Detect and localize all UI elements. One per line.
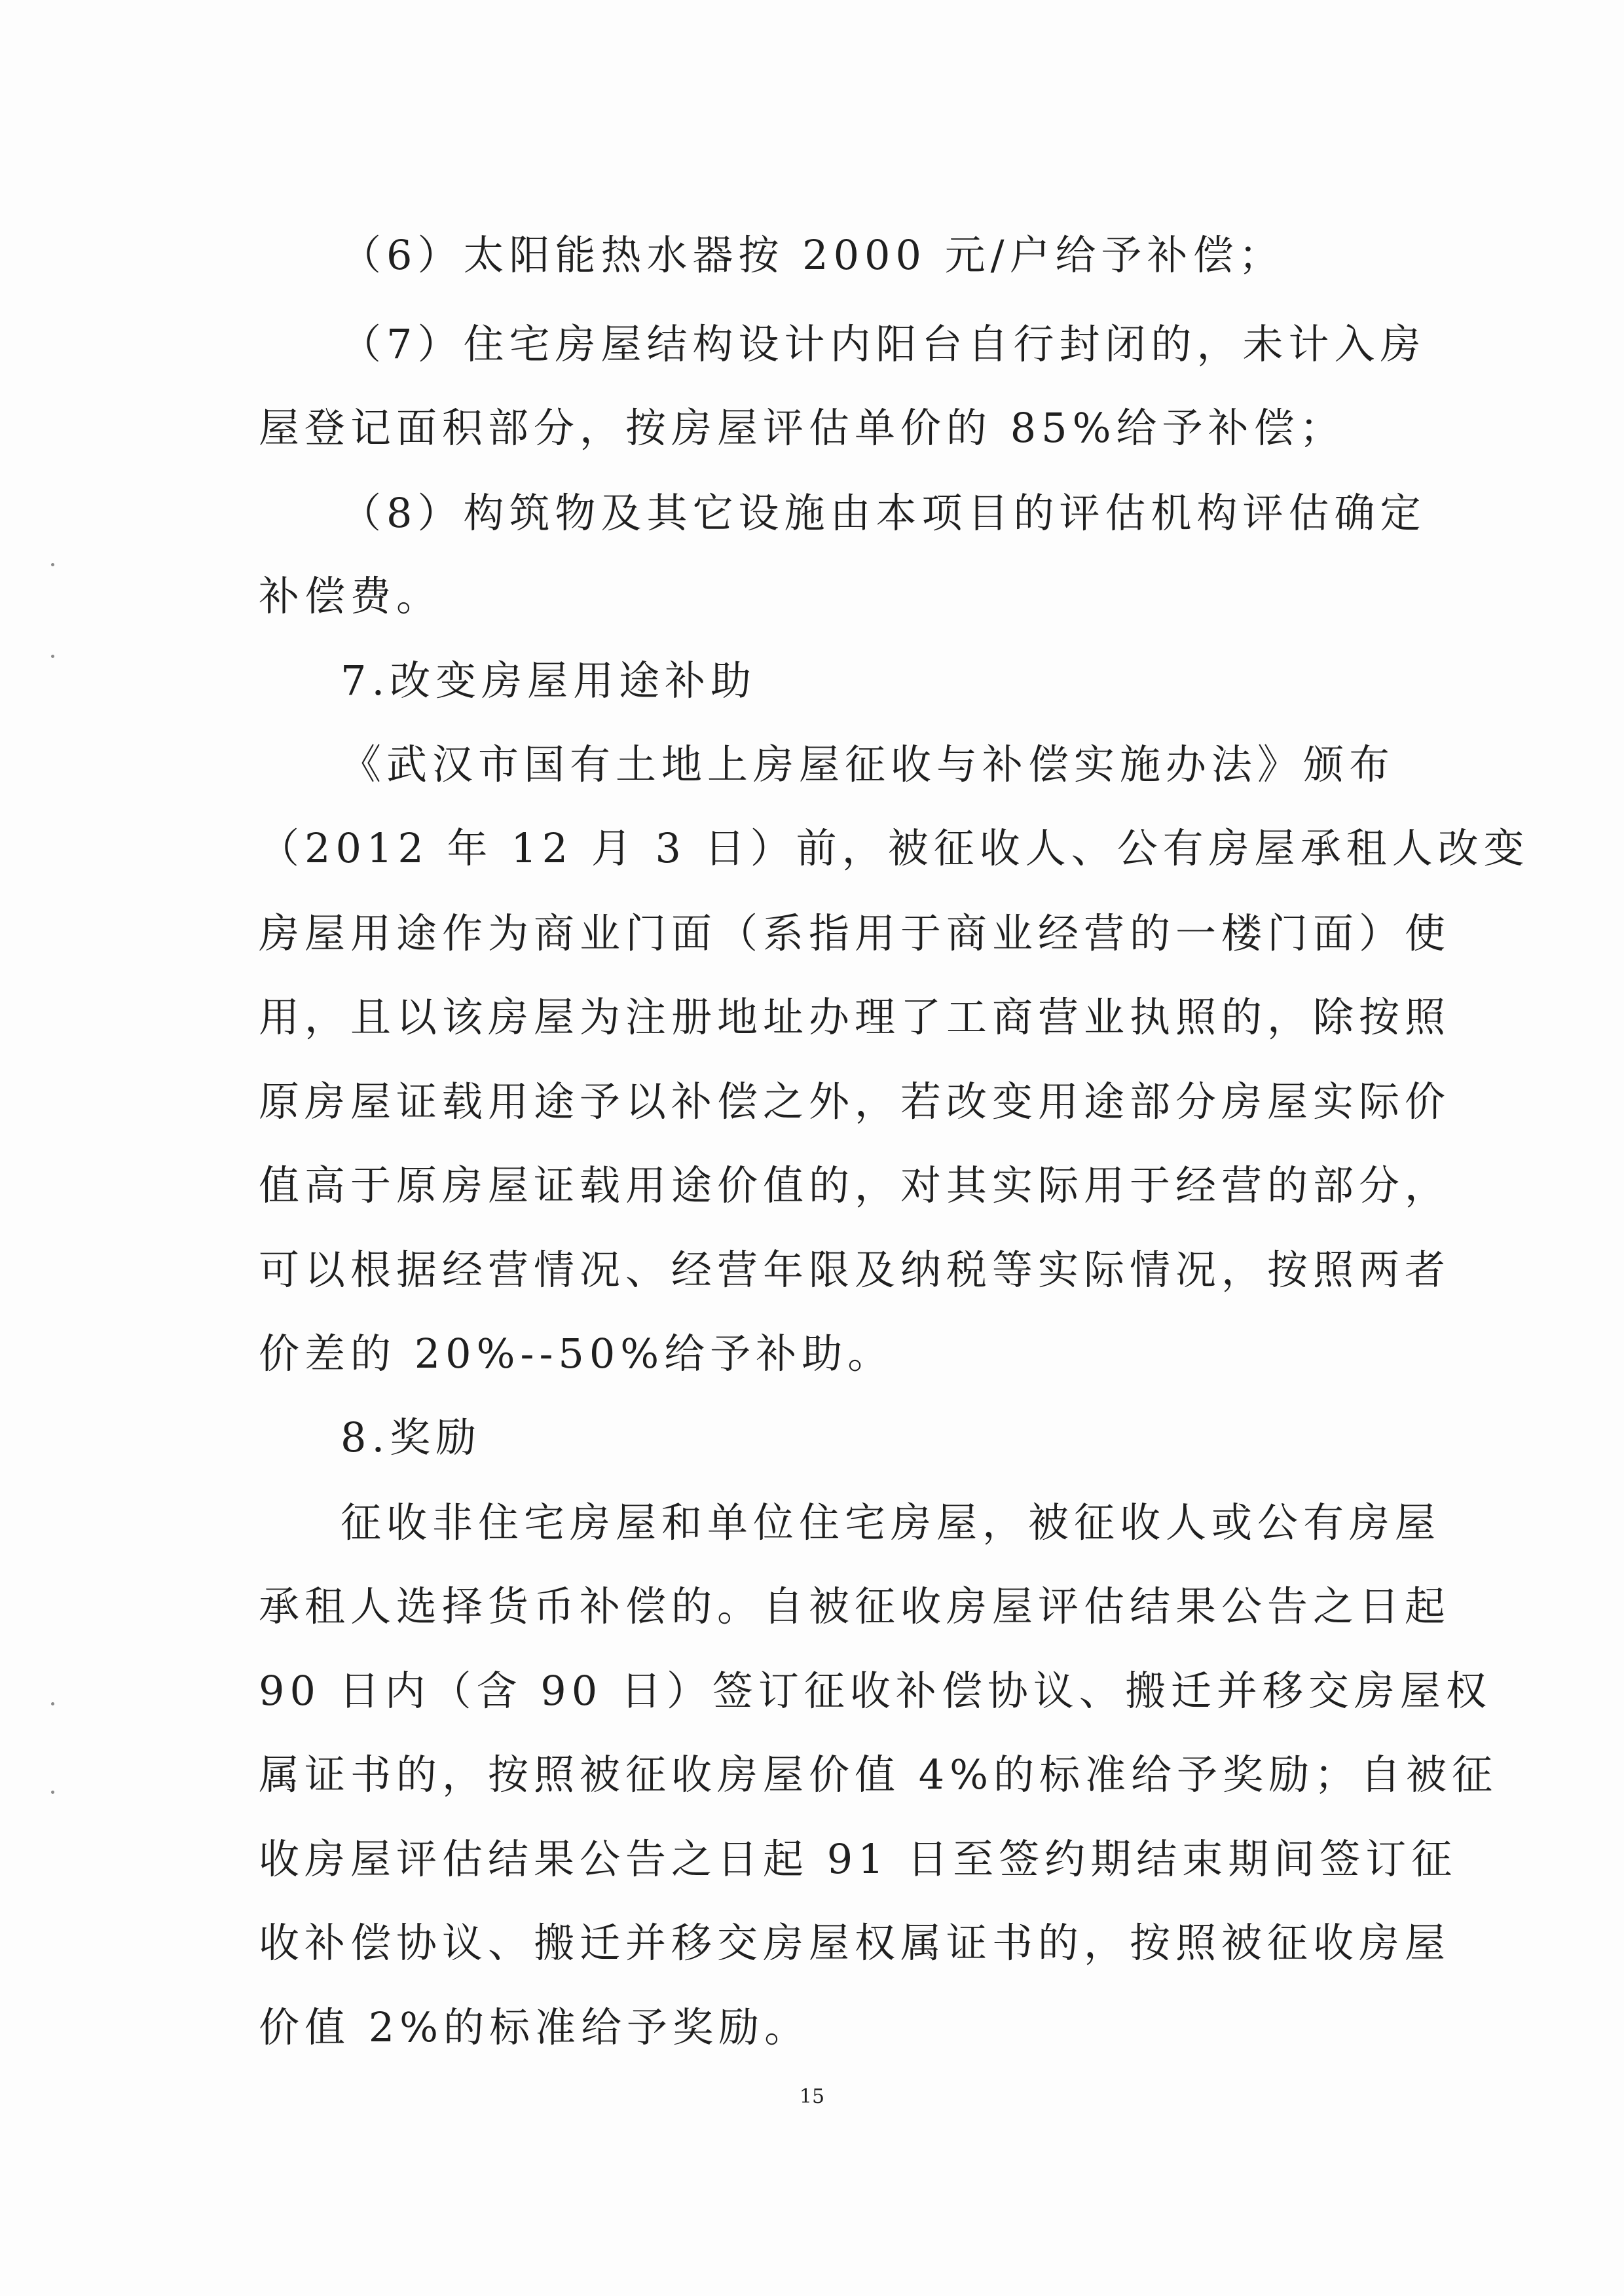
text-line: 价值 2%的标准给予奖励。 bbox=[259, 2003, 811, 2051]
text-line: 属证书的，按照被征收房屋价值 4%的标准给予奖励；自被征 bbox=[259, 1751, 1498, 1798]
text-line: 价差的 20%--50%给予补助。 bbox=[259, 1330, 894, 1377]
text-line: 值高于原房屋证载用途价值的，对其实际用于经营的部分， bbox=[259, 1161, 1451, 1209]
section-heading: 7.改变房屋用途补助 bbox=[341, 657, 757, 704]
text-line: 房屋用途作为商业门面（系指用于商业经营的一楼门面）使 bbox=[259, 909, 1451, 957]
scan-speck bbox=[51, 1791, 54, 1794]
scan-speck bbox=[51, 1702, 54, 1705]
text-line: 可以根据经营情况、经营年限及纳税等实际情况，按照两者 bbox=[259, 1246, 1451, 1294]
text-line: 承租人选择货币补偿的。自被征收房屋评估结果公告之日起 bbox=[259, 1582, 1451, 1630]
text-line: （2012 年 12 月 3 日）前，被征收人、公有房屋承租人改变 bbox=[259, 824, 1530, 872]
text-line: （8）构筑物及其它设施由本项目的评估机构评估确定 bbox=[341, 489, 1426, 537]
text-line: 补偿费。 bbox=[259, 572, 443, 620]
text-line: 征收非住宅房屋和单位住宅房屋，被征收人或公有房屋 bbox=[341, 1499, 1441, 1546]
text-line: （7）住宅房屋结构设计内阳台自行封闭的，未计入房 bbox=[341, 320, 1426, 368]
page-number: 15 bbox=[799, 2085, 825, 2108]
text-line: 屋登记面积部分，按房屋评估单价的 85%给予补偿； bbox=[259, 404, 1346, 452]
text-line: （6）太阳能热水器按 2000 元/户给予补偿； bbox=[341, 231, 1285, 279]
text-line: 用，且以该房屋为注册地址办理了工商营业执照的，除按照 bbox=[259, 993, 1451, 1041]
text-line: 收房屋评估结果公告之日起 91 日至签约期结束期间签订征 bbox=[259, 1835, 1458, 1883]
scan-speck bbox=[51, 563, 54, 566]
text-line: 90 日内（含 90 日）签订征收补偿协议、搬迁并移交房屋权 bbox=[259, 1667, 1492, 1715]
text-line: 收补偿协议、搬迁并移交房屋权属证书的，按照被征收房屋 bbox=[259, 1919, 1451, 1967]
text-line: 《武汉市国有土地上房屋征收与补偿实施办法》颁布 bbox=[341, 740, 1395, 788]
text-line: 原房屋证载用途予以补偿之外，若改变用途部分房屋实际价 bbox=[259, 1078, 1451, 1125]
scan-speck bbox=[51, 655, 54, 658]
section-heading: 8.奖励 bbox=[341, 1413, 482, 1461]
